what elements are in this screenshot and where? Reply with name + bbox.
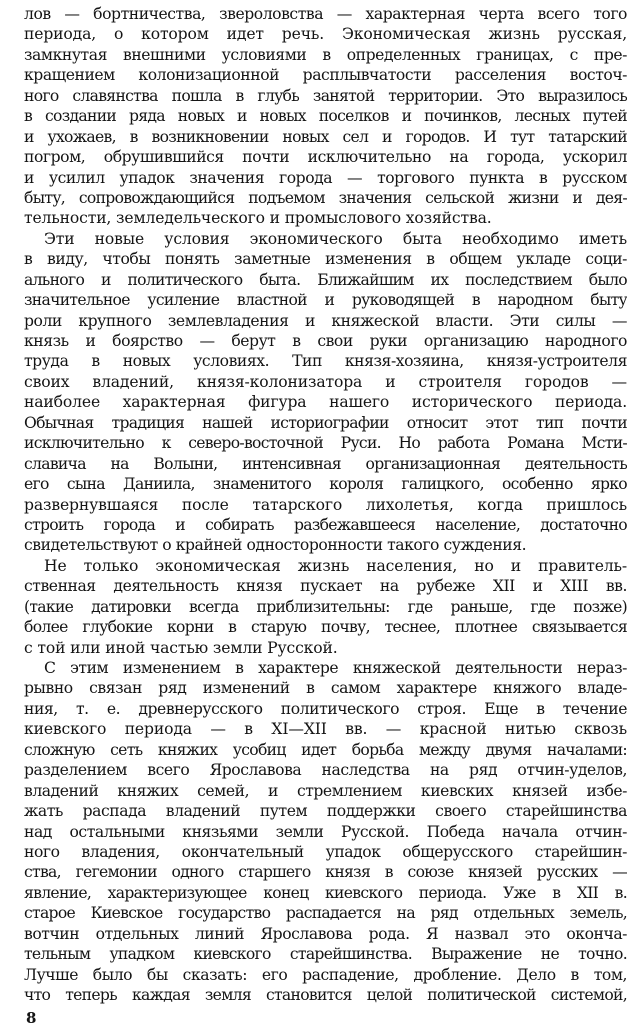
text-line: сложную сеть княжих усобиц идет борьба между двумя началами: bbox=[24, 740, 627, 759]
text-line: ного славянства пошла в глубь занятой территории. Это выразилось bbox=[24, 86, 627, 105]
text-line: ного владения, окончательный упадок общерусского старейшин- bbox=[24, 842, 627, 861]
text-line: Обычная традиция нашей историографии относит этот тип почти bbox=[24, 413, 627, 432]
text-line: что теперь каждая земля становится целой политической системой, bbox=[24, 986, 627, 1004]
text-line: замкнутая внешними условиями в определенных границах, с пре- bbox=[24, 45, 627, 64]
text-line: быту, сопровождающийся подъемом значения сельской жизни и дея- bbox=[24, 188, 627, 207]
page-number: 8 bbox=[26, 1009, 37, 1027]
text-line: развернувшаяся после татарского лихолетья, когда пришлось bbox=[24, 495, 627, 514]
text-line: его сына Даниила, знаменитого короля галицкого, особенно ярко bbox=[24, 475, 627, 494]
text-line: тельным упадком киевского старейшинства. Выражение не точно. bbox=[24, 945, 627, 964]
paragraph bbox=[24, 658, 627, 1005]
text-line: и ухожаев, в возникновении новых сел и городов. И тут татарский bbox=[24, 127, 627, 146]
text-line: роли крупного землевладения и княжеской власти. Эти силы — bbox=[24, 311, 627, 330]
text-line: в создании ряда новых и новых поселков и починков, лесных путей bbox=[24, 107, 627, 126]
text-line: князь и боярство — берут в свои руки организацию народного bbox=[24, 332, 627, 350]
page-body bbox=[24, 4, 627, 1004]
text-line: кращением колонизационной расплывчатости расселения восточ- bbox=[24, 66, 627, 85]
text-line: погром, обрушившийся почти исключительно на города, ускорил bbox=[24, 148, 627, 167]
text-line: ственная деятельность князя пускает на рубеже XII и XIII вв. bbox=[24, 577, 627, 596]
text-line: разделением всего Ярославова наследства на ряд отчин-уделов, bbox=[24, 761, 627, 780]
text-line: киевского периода — в XI—XII вв. — красной нитью сквозь bbox=[24, 720, 627, 739]
text-line: славича на Волыни, интенсивная организационная деятельность bbox=[24, 454, 627, 473]
text-line: ства, гегемонии одного старшего князя в союзе князей русских — bbox=[24, 863, 627, 882]
text-line: тельности, земледельческого и промыслового хозяйства. bbox=[24, 209, 492, 228]
text-line: наиболее характерная фигура нашего исторического периода. bbox=[24, 393, 627, 412]
text-line: значительное усиление властной и руководящей в народном быту bbox=[24, 291, 627, 310]
text-line: исключительно к северо-восточной Руси. Но работа Романа Мсти- bbox=[24, 434, 627, 453]
text-line: явление, характеризующее конец киевского периода. Уже в XII в. bbox=[24, 883, 627, 902]
text-line: труда в новых условиях. Тип князя-хозяина, князя-устроителя bbox=[24, 352, 627, 371]
text-line: Лучше было бы сказать: его распадение, дробление. Дело в том, bbox=[24, 965, 627, 984]
text-line: строить города и собирать разбежавшееся население, достаточно bbox=[24, 515, 627, 534]
text-line: более глубокие корни в старую почву, теснее, плотнее связывается bbox=[24, 618, 627, 637]
text-line: Эти новые условия экономического быта необходимо иметь bbox=[44, 229, 627, 248]
text-line: ния, т. е. древнерусского политического строя. Еще в течение bbox=[24, 699, 627, 718]
text-line: старое Киевское государство распадается на ряд отдельных земель, bbox=[24, 904, 627, 923]
text-line: жать распада владений путем поддержки своего старейшинства bbox=[24, 802, 627, 821]
text-line: в виду, чтобы понять заметные изменения в общем укладе соци- bbox=[24, 250, 627, 269]
text-line: (такие датировки всегда приблизительны: где раньше, где позже) bbox=[24, 597, 627, 616]
paragraph bbox=[24, 4, 627, 229]
text-line: свидетельствуют о крайней односторонности такого суждения. bbox=[24, 536, 527, 555]
text-line: и усилил упадок значения города — торгового пункта в русском bbox=[24, 168, 627, 187]
text-line: своих владений, князя-колонизатора и строителя городов — bbox=[24, 372, 627, 391]
paragraph bbox=[24, 556, 627, 658]
text-line: владений княжих семей, и стремлением киевских князей избе- bbox=[24, 781, 627, 800]
text-line: ального и политического быта. Ближайшим их последствием было bbox=[24, 270, 627, 289]
text-line: вотчин отдельных линий Ярославова рода. Я назвал это оконча- bbox=[24, 924, 627, 943]
text-line: Не только экономическая жизнь населения, но и правитель- bbox=[44, 556, 627, 575]
text-line: с той или иной частью земли Русской. bbox=[24, 638, 338, 657]
text-line: над остальными князьями земли Русской. Победа начала отчин- bbox=[24, 822, 627, 841]
text-line: периода, о котором идет речь. Экономическая жизнь русская, bbox=[24, 25, 627, 44]
text-line: рывно связан ряд изменений в самом характере княжого владе- bbox=[24, 679, 627, 698]
text-line: лов — бортничества, звероловства — характерная черта всего того bbox=[24, 5, 627, 23]
text-line: С этим изменением в характере княжеской деятельности нераз- bbox=[44, 659, 627, 677]
paragraph bbox=[24, 229, 627, 556]
